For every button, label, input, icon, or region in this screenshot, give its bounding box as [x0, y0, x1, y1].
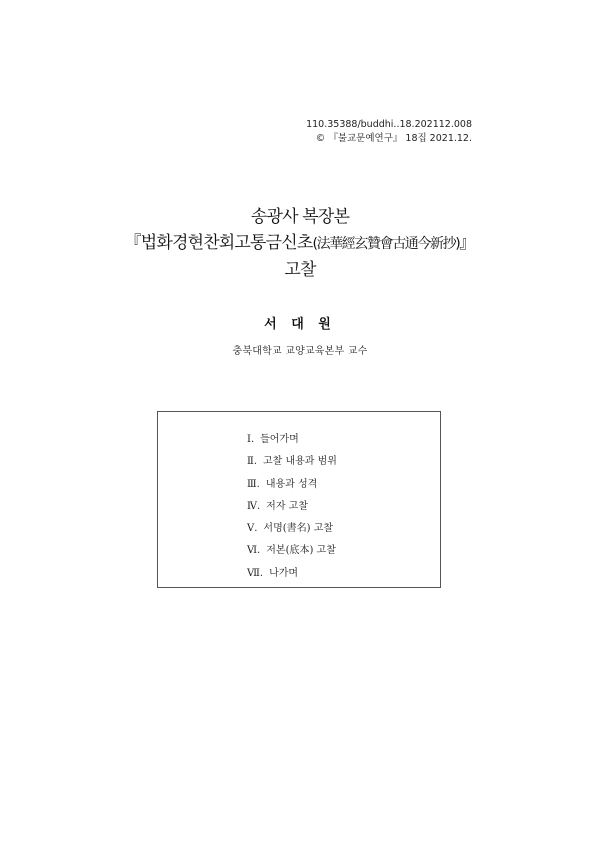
toc-item-number: Ⅳ.: [247, 500, 261, 512]
toc-item: [247, 474, 337, 496]
toc-item-label: 저본(底本) 고찰: [266, 545, 336, 557]
toc-item: [247, 518, 337, 540]
toc-item-label: 서명(書名) 고찰: [263, 523, 334, 535]
toc-item-label: 들어가며: [260, 434, 299, 445]
title-line-1: 송광사 복장본: [250, 207, 350, 227]
toc-item-label: 고찰 내용과 범위: [262, 456, 337, 468]
table-of-contents: [157, 411, 441, 588]
title-line-2-suffix: 』: [459, 233, 476, 253]
toc-item-number: Ⅱ.: [247, 456, 257, 468]
title-line-2-prefix: 『법화경현찬회고통금신초: [124, 233, 313, 253]
citation-line: © 『불교문예연구』 18집 2021.12.: [315, 133, 472, 144]
toc-item: [247, 429, 337, 451]
toc-item-label: 나가며: [269, 567, 299, 579]
title-line-2: [0, 230, 600, 257]
toc-item-number: Ⅲ.: [247, 478, 260, 490]
toc-item-number: Ⅵ.: [247, 545, 261, 557]
toc-item-number: Ⅶ.: [247, 567, 264, 579]
paper-title: [0, 204, 600, 283]
publication-meta: [306, 118, 472, 146]
toc-item-label: 내용과 성격: [265, 478, 318, 490]
toc-item-label: 저자 고찰: [266, 500, 308, 512]
title-line-2-hanja: (法華經玄贊會古通今新抄): [312, 236, 460, 252]
author-affiliation: 충북대학교 교양교육본부 교수: [232, 346, 368, 357]
toc-list: [247, 429, 337, 585]
author-name: 서 대 원: [264, 317, 336, 332]
toc-item-number: Ⅰ.: [247, 434, 255, 445]
toc-item-number: Ⅴ.: [247, 523, 258, 535]
title-line-3: 고찰: [284, 260, 316, 280]
toc-item: [247, 563, 337, 585]
toc-item: [247, 496, 337, 518]
doi-line: 110.35388/buddhi..18.202112.008: [306, 119, 472, 130]
toc-item: [247, 540, 337, 562]
toc-item: [247, 451, 337, 473]
